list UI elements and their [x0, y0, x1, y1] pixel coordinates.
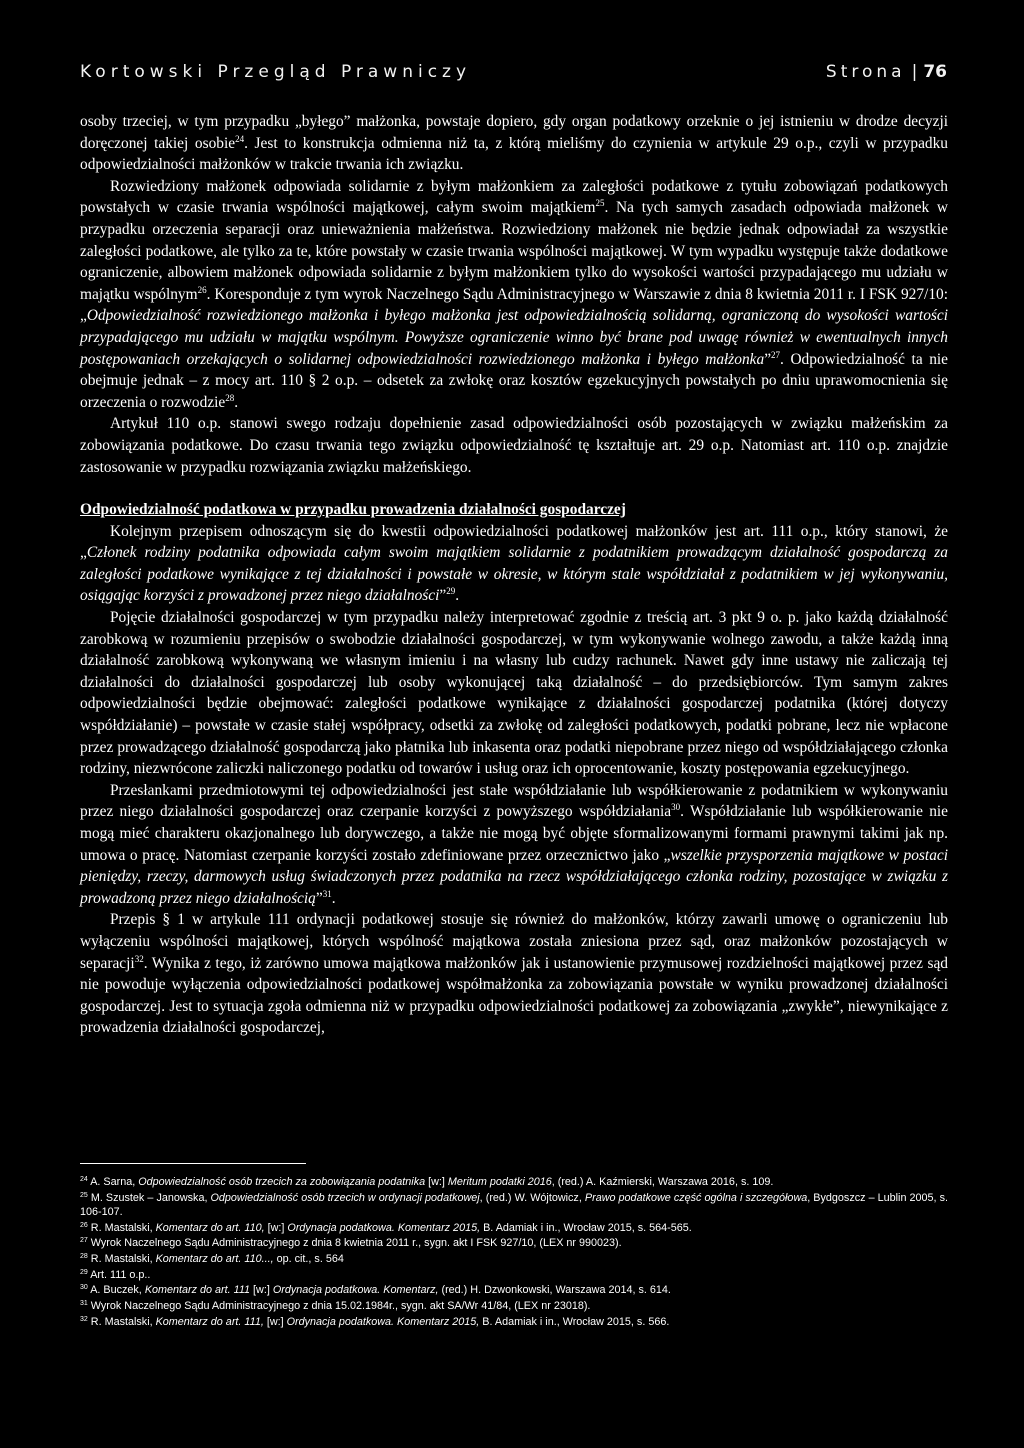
footnote-ref-27[interactable]: 27	[771, 349, 781, 360]
paragraph-4: Kolejnym przepisem odnoszącym się do kwestii odpowiedzialności podatkowej małżonków jest art. 111 o.p., który stanowi, że „Członek rodziny podatnika odpowiada całym swoim majątkiem solidarnie z podatnikiem prowadzącym działalność gospodarczą za zaległości podatkowe wynikające z tej działalności i powstałe w okresie, w którym stale współdziałał z podatnikiem w jej wykonywaniu, osiągając korzyści z prowadzonej przez niego działalności”$^{29}$.	[80, 522, 948, 605]
page-label: Strona	[825, 62, 906, 82]
footnote-ref-31[interactable]: 31	[322, 888, 332, 899]
page-header	[80, 62, 947, 88]
footnote-ref-29[interactable]: 29	[446, 586, 456, 597]
footnote: $^{31}$ Wyrok Naczelnego Sądu Administracyjnego z dnia 15.02.1984r., sygn. akt SA/Wr 41/84, (LEX nr 23018).	[80, 1300, 591, 1313]
footnotes	[80, 1175, 948, 1331]
footnote-ref-30[interactable]: 30	[671, 802, 681, 813]
paragraph-3: Artykuł 110 o.p. stanowi swego rodzaju dopełnienie zasad odpowiedzialności osób pozostających w związku małżeńskim za zobowiązania podatkowe. Do czasu trwania tego związku odpowiedzialność tę kształtuje art. 29 o.p. Natomiast art. 110 o.p. znajdzie zastosowanie w przypadku rozwiązania związku małżeńskiego.	[80, 415, 948, 476]
footnote-ref-24[interactable]: 24	[235, 133, 245, 144]
page-number: 76	[923, 62, 947, 82]
footnote: $^{30}$ A. Buczek, Komentarz do art. 111 [w:] Ordynacja podatkowa. Komentarz, (red.) H. Dzwonkowski, Warszawa 2014, s. 614.	[80, 1284, 671, 1297]
paragraph-5: Pojęcie działalności gospodarczej w tym przypadku należy interpretować zgodnie z treścią art. 3 pkt 9 o. p. jako każdą działalność zarobkową w rozumieniu przepisów o swobodzie działalności gospodarczej, w tym wykonywanie wolnego zawodu, a także każdą inną działalność zarobkową wykonywaną we własnym imieniu i na własny lub cudzy rachunek. Nawet gdy inne ustawy nie zaliczają tej działalności do działalności gospodarczej lub osoby wykonującej taką działalność – do przedsiębiorców. Tym samym zakres odpowiedzialności będzie obejmować: zaległości podatkowe wynikające z działalności gospodarczej podatnika (której dotyczy współdziałanie) – powstałe w czasie stałej współpracy, odsetki za zwłokę od zaległości podatkowych, podatki pobrane, lecz nie wpłacone przez prowadzącego działalność gospodarczą jako płatnika lub inkasenta oraz podatki niepobrane przez niego od współdziałającego członka rodziny, niezwrócone zaliczki naliczonego podatku od towarów i usług oraz ich oprocentowanie, koszty postępowania egzekucyjnego.	[80, 609, 948, 778]
section-heading: Odpowiedzialność podatkowa w przypadku prowadzenia działalności gospodarczej	[80, 501, 626, 519]
main-text	[80, 111, 948, 1039]
footnote-ref-32[interactable]: 32	[134, 953, 144, 964]
footnote: $^{24}$ A. Sarna, Odpowiedzialność osób trzecich za zobowiązania podatnika [w:] Meritum podatki 2016, (red.) A. Kaźmierski, Warszawa 2016, s. 109.	[80, 1176, 774, 1188]
paragraph-2: Rozwiedziony małżonek odpowiada solidarnie z byłym małżonkiem za zaległości podatkowe z tytułu zobowiązań podatkowych powstałych w czasie trwania wspólności majątkowej, całym swoim majątkiem$^{25}$. Na tych samych zasadach odpowiada małżonek w przypadku orzeczenia separacji oraz unieważnienia małżeństwa. Rozwiedziony małżonek nie będzie jednak odpowiadał za wszystkie zaległości podatkowe, ale tylko za te, które powstały w czasie trwania wspólności majątkowej. W tym wypadku występuje także dodatkowe ograniczenie, albowiem małżonek odpowiada solidarnie z byłym małżonkiem tylko do wysokości wartości przypadającego mu udziału w majątku wspólnym$^{26}$. Koresponduje z tym wyrok Naczelnego Sądu Administracyjnego w Warszawie z dnia 8 kwietnia 2011 r. I FSK 927/10: „Odpowiedzialność rozwiedzionego małżonka i byłego małżonka jest odpowiedzialnością solidarną, ograniczoną do wysokości wartości przypadającego mu udziału w majątku wspólnym. Powyższe ograniczenie winno być brane pod uwagę również w ewentualnych innych postępowaniach orzekających o solidarnej odpowiedzialności rozwiedzionego małżonka i byłego małżonka”$^{27}$. Odpowiedzialność ta nie obejmuje jednak – z mocy art. 110 § 2 o.p. – odsetek za zwłokę oraz kosztów egzekucyjnych powstałych po dniu uprawomocnienia się orzeczenia o rozwodzie$^{28}$.	[80, 177, 948, 411]
court-quote: Odpowiedzialność rozwiedzionego małżonka i byłego małżonka jest odpowiedzialnością solidarną, ograniczoną do wysokości wartości przypadającego mu udziału w majątku wspólnym. Powyższe ograniczenie winno być brane pod uwagę również w ewentualnych innych postępowaniach orzekających o solidarnej odpowiedzialności rozwiedzionego małżonka i byłego małżonka	[80, 307, 948, 368]
footnote-ref-25[interactable]: 25	[595, 198, 605, 209]
case-law-quote: wszelkie przysporzenia majątkowe w postaci pieniędzy, rzeczy, darmowych usług świadczonych przez podatnika na rzecz współdziałającego członka rodziny, pozostające w związku z prowadzoną przez niego działalnością	[80, 846, 948, 907]
page-number-block	[826, 62, 947, 82]
section-gap	[80, 478, 948, 499]
paragraph-7: Przepis § 1 w artykule 111 ordynacji podatkowej stosuje się również do małżonków, którzy zawarli umowę o ograniczeniu lub wyłączeniu wspólności majątkowej, których wspólność majątkowa została zniesiona przez sąd, oraz małżonków pozostających w separacji$^{32}$. Wynika z tego, iż zarówno umowa majątkowa małżonków jak i ustanowienie przymusowej rozdzielności majątkowej przez sąd nie powoduje wyłączenia odpowiedzialności podatkowej współmałżonka za zobowiązania powstałe w wyniku prowadzonej działalności gospodarczej. Jest to sytuacja zgoła odmienna niż w przypadku odpowiedzialności podatkowej za zobowiązania „zwykłe”, niewynikające z prowadzenia działalności gospodarczej,	[80, 911, 948, 1037]
footnote: $^{26}$ R. Mastalski, Komentarz do art. 110, [w:] Ordynacja podatkowa. Komentarz 2015, B. Adamiak i in., Wrocław 2015, s. 564-565.	[80, 1221, 692, 1234]
footnote: $^{29}$ Art. 111 o.p..	[80, 1268, 151, 1281]
footnote-ref-28[interactable]: 28	[225, 392, 235, 403]
journal-title: Kortowski Przegląd Prawniczy	[80, 62, 472, 82]
footnote: $^{28}$ R. Mastalski, Komentarz do art. 110..., op. cit., s. 564	[80, 1253, 344, 1266]
footnote-separator	[80, 1163, 306, 1164]
footnote: $^{25}$ M. Szustek – Janowska, Odpowiedzialność osób trzecich w ordynacji podatkowej, (red.) W. Wójtowicz, Prawo podatkowe część ogólna i szczegółowa, Bydgoszcz – Lublin 2005, s. 106-107.	[80, 1191, 948, 1218]
page-separator: |	[911, 62, 918, 82]
paragraph-6: Przesłankami przedmiotowymi tej odpowiedzialności jest stałe współdziałanie lub współkierowanie z podatnikiem w wykonywaniu przez niego działalności gospodarczej oraz czerpanie korzyści z powyższego współdziałania$^{30}$. Współdziałanie lub współkierowanie nie mogą mieć charakteru okazjonalnego lub dorywczego, a także nie mogą być objęte sformalizowanymi formami prawnymi takimi jak np. umowa o pracę. Natomiast czerpanie korzyści zostało zdefiniowane przez orzecznictwo jako „wszelkie przysporzenia majątkowe w postaci pieniędzy, rzeczy, darmowych usług świadczonych przez podatnika na rzecz współdziałającego członka rodziny, pozostające w związku z prowadzoną przez niego działalnością”$^{31}$.	[80, 781, 948, 907]
paragraph-1: osoby trzeciej, w tym przypadku „byłego” małżonka, powstaje dopiero, gdy organ podatkowy orzeknie o jej istnieniu w drodze decyzji doręczonej takiej osobie$^{24}$. Jest to konstrukcja odmienna niż ta, z którą mieliśmy do czynienia w artykule 29 o.p., czyli w przypadku odpowiedzialności małżonków w trakcie trwania ich związku.	[80, 113, 948, 174]
footnote: $^{32}$ R. Mastalski, Komentarz do art. 111, [w:] Ordynacja podatkowa. Komentarz 2015, B. Adamiak i in., Wrocław 2015, s. 566.	[80, 1315, 670, 1328]
statute-quote: Członek rodziny podatnika odpowiada całym swoim majątkiem solidarnie z podatnikiem prowadzącym działalność gospodarczą za zaległości podatkowe wynikające z tej działalności i powstałe w okresie, w którym stale współdziałał z podatnikiem w jej wykonywaniu, osiągając korzyści z prowadzonej przez niego działalności	[80, 544, 948, 605]
footnote: $^{27}$ Wyrok Naczelnego Sądu Administracyjnego z dnia 8 kwietnia 2011 r., sygn. akt I FSK 927/10, (LEX nr 990023).	[80, 1237, 622, 1250]
footnote-ref-26[interactable]: 26	[197, 284, 207, 295]
